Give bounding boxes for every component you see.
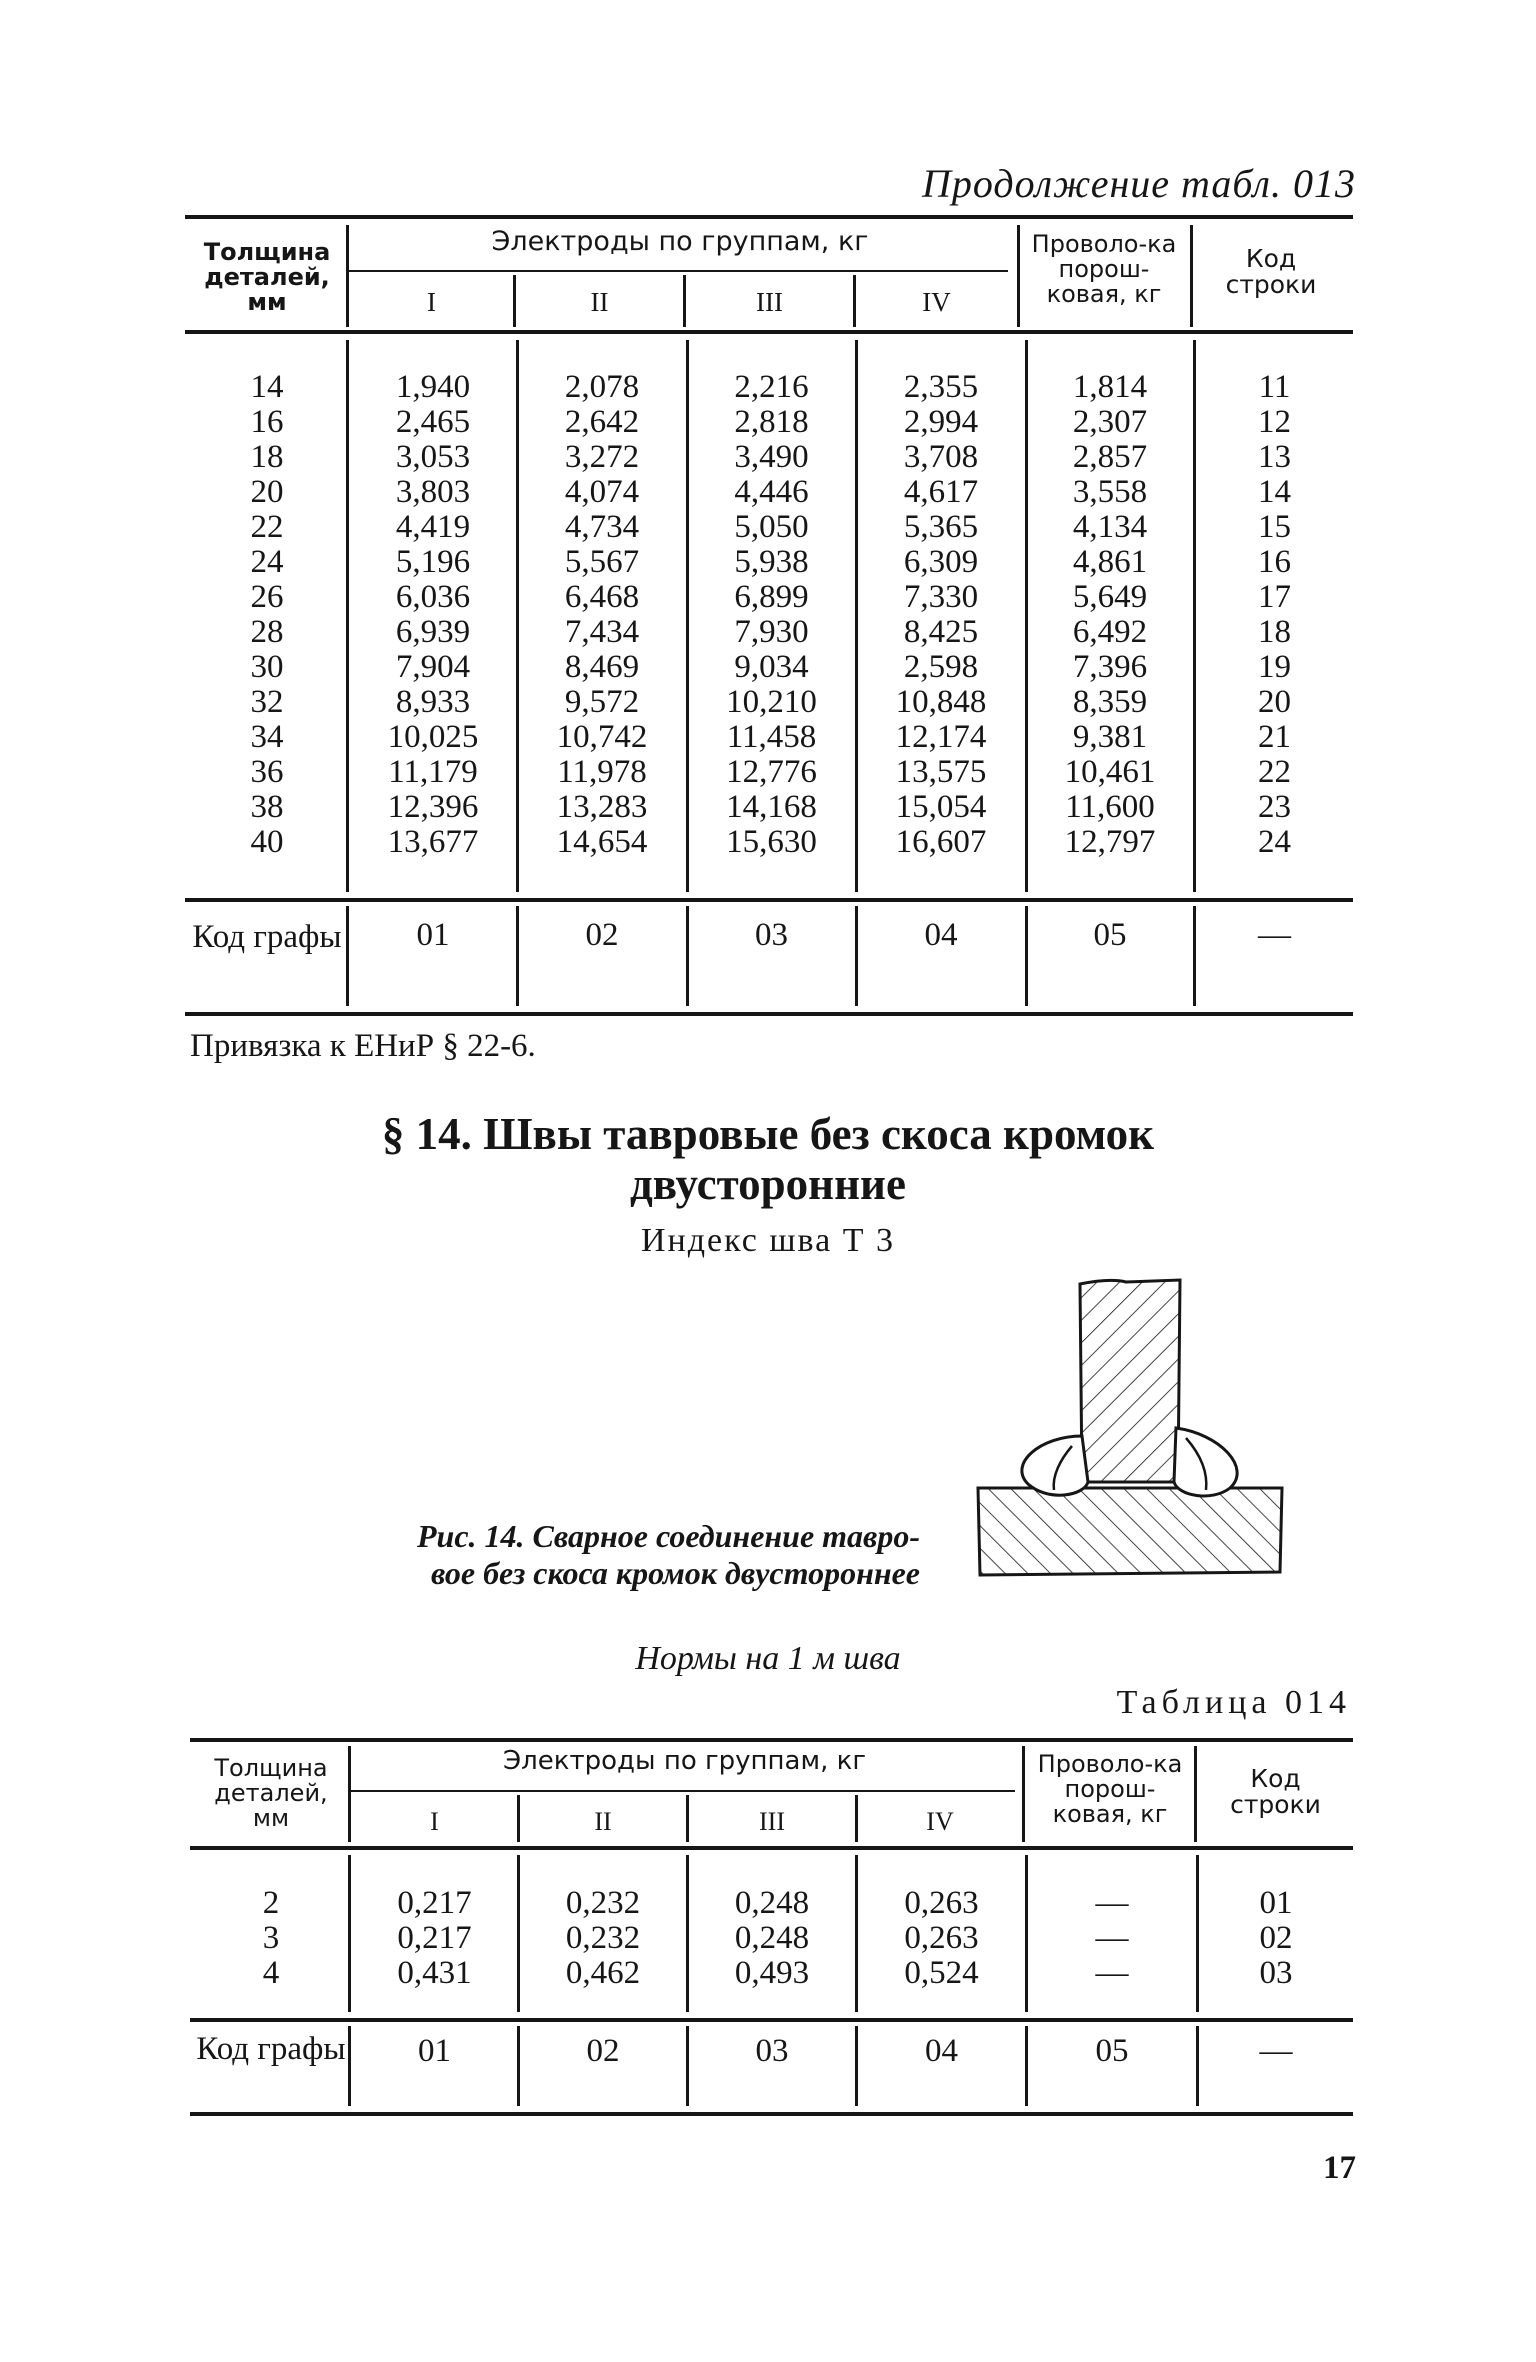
row-code-cell: 18 [1258, 614, 1291, 650]
row-code-cell: 19 [1258, 649, 1291, 685]
thickness-cell: 22 [250, 509, 284, 545]
group-iv-cell: 16,607 [895, 824, 987, 860]
table-014-vrule [348, 1746, 351, 1842]
group-ii-cell: 4,734 [564, 509, 640, 545]
thickness-cell: 16 [250, 404, 284, 440]
row-code-cell: 02 [1259, 1920, 1293, 1956]
figure-caption [180, 1518, 920, 1592]
group-iv-cell: 2,598 [903, 649, 979, 685]
group-ii-cell: 2,642 [564, 404, 640, 440]
thickness-cell: 3 [262, 1920, 280, 1956]
header-group-iv: IV [922, 287, 951, 317]
group-ii-cell: 3,272 [564, 439, 640, 475]
header-group-iv: IV [926, 1807, 954, 1836]
seam-index: Индекс шва Т 3 [640, 1222, 896, 1259]
row-code-cell: 03 [1259, 1955, 1293, 1991]
group-ii-cell: 0,232 [565, 1920, 641, 1956]
column-code-01: 01 [416, 917, 450, 953]
continuation-label: Продолжение табл. 013 [921, 161, 1356, 206]
group-iii-cell: 14,168 [726, 789, 817, 825]
wire-cell: 12,797 [1064, 824, 1156, 860]
thickness-cell: 20 [250, 474, 284, 510]
group-iv-cell: 4,617 [903, 474, 979, 510]
table-014-label: Таблица 014 [1116, 1684, 1351, 1721]
wire-cell: 5,649 [1072, 579, 1148, 615]
column-code-03: 03 [755, 2033, 789, 2069]
wire-cell: — [1095, 1920, 1129, 1956]
group-iv-cell: 3,708 [903, 439, 979, 475]
column-code-05: 05 [1093, 917, 1127, 953]
row-code-cell: 12 [1258, 404, 1291, 440]
table-014-vrule [1194, 1746, 1197, 1842]
group-iv-cell: 2,355 [903, 369, 979, 405]
row-code-cell: 14 [1258, 474, 1291, 510]
row-code-cell: 22 [1258, 754, 1291, 790]
row-code-cell: 17 [1258, 579, 1291, 615]
column-code-dash: — [1259, 2033, 1293, 2069]
group-i-cell: 0,217 [397, 1920, 472, 1956]
group-iv-cell: 13,575 [895, 754, 987, 790]
table-014-body-rule [190, 2018, 1353, 2022]
column-code-02: 02 [585, 917, 619, 953]
wire-cell: 4,134 [1072, 509, 1148, 545]
group-iii-cell: 15,630 [726, 824, 817, 860]
group-ii-cell: 13,283 [556, 789, 648, 825]
thickness-cell: 2 [262, 1885, 280, 1921]
row-code-cell: 21 [1258, 719, 1291, 755]
group-iii-cell: 9,034 [734, 649, 809, 685]
group-iii-cell: 2,216 [734, 369, 809, 405]
footer-label: Код графы [196, 2031, 346, 2067]
header-group-iii: III [756, 287, 783, 317]
group-ii-cell: 0,232 [565, 1885, 641, 1921]
group-iv-cell: 5,365 [903, 509, 979, 545]
group-i-cell: 2,465 [395, 404, 471, 440]
thickness-cell: 28 [250, 614, 284, 650]
tee-joint-figure [950, 1270, 1290, 1590]
group-iii-cell: 7,930 [734, 614, 809, 650]
thickness-cell: 26 [250, 579, 284, 615]
group-i-cell: 1,940 [395, 369, 471, 405]
base-plate [978, 1488, 1282, 1575]
group-iv-cell: 7,330 [903, 579, 979, 615]
table-014-header-rule [190, 1846, 1353, 1850]
table-013-group-rule [348, 270, 1008, 272]
group-ii-cell: 11,978 [557, 754, 647, 790]
table-013-bottom-rule [185, 1012, 1353, 1016]
figure-caption-line1: Рис. 14. Сварное соединение тавро- [417, 1518, 920, 1554]
group-ii-cell: 14,654 [556, 824, 648, 860]
group-ii-cell: 10,742 [556, 719, 648, 755]
group-ii-cell: 0,462 [565, 1955, 641, 1991]
row-code-cell: 24 [1258, 824, 1291, 860]
header-row-code: Код строки [1230, 1764, 1321, 1820]
group-iv-cell: 0,524 [904, 1955, 979, 1991]
thickness-cell: 4 [262, 1955, 280, 1991]
group-ii-cell: 2,078 [564, 369, 640, 405]
group-iii-cell: 12,776 [726, 754, 817, 790]
group-ii-cell: 6,468 [564, 579, 640, 615]
thickness-cell: 38 [250, 789, 284, 825]
group-iv-cell: 10,848 [895, 684, 987, 720]
group-iii-cell: 0,248 [734, 1885, 810, 1921]
header-row-code: Код строки [1225, 244, 1317, 300]
group-i-cell: 7,904 [395, 649, 471, 685]
table-014-vrule [1022, 1746, 1025, 1842]
row-code-cell: 23 [1258, 789, 1291, 825]
group-ii-cell: 5,567 [564, 544, 640, 580]
group-iii-cell: 3,490 [734, 439, 809, 475]
table-014-vrule [348, 1855, 351, 2012]
row-code-cell: 16 [1258, 544, 1291, 580]
section-title-line2: двусторонние [630, 1159, 906, 1209]
group-i-cell: 3,803 [395, 474, 471, 510]
table-013-vrule [346, 906, 349, 1006]
group-iv-cell: 6,309 [903, 544, 979, 580]
group-i-cell: 5,196 [395, 544, 471, 580]
thickness-cell: 14 [250, 369, 284, 405]
table-013-vrule [346, 225, 349, 327]
row-code-cell: 01 [1259, 1885, 1293, 1921]
thickness-cell: 40 [250, 824, 284, 860]
thickness-cell: 32 [250, 684, 284, 720]
wire-cell: 10,461 [1064, 754, 1156, 790]
group-i-cell: 10,025 [387, 719, 479, 755]
group-iv-cell: 15,054 [895, 789, 987, 825]
column-code-03: 03 [755, 917, 788, 953]
left-fillet-weld [1022, 1436, 1088, 1495]
row-code-cell: 20 [1258, 684, 1291, 720]
wire-cell: 2,857 [1072, 439, 1148, 475]
table-013-header-rule [185, 330, 1353, 334]
table-014-bottom-rule [190, 2112, 1353, 2116]
group-iii-cell: 0,248 [734, 1920, 810, 1956]
wire-cell: 1,814 [1072, 369, 1148, 405]
page-number: 17 [1323, 2150, 1356, 2186]
wire-cell: 4,861 [1072, 544, 1148, 580]
group-iii-cell: 2,818 [734, 404, 809, 440]
header-group-i: I [430, 1807, 439, 1836]
wire-cell: 11,600 [1065, 789, 1155, 825]
figure-caption-line2: вое без скоса кромок двустороннее [430, 1554, 920, 1591]
group-ii-cell: 9,572 [564, 684, 640, 720]
group-iii-cell: 11,458 [726, 719, 817, 755]
table-013-top-rule [185, 215, 1353, 219]
header-thickness: Толщина деталей, мм [203, 238, 331, 317]
thickness-cell: 30 [250, 649, 284, 685]
wire-cell: 3,558 [1072, 474, 1148, 510]
header-thickness: Толщина деталей, мм [214, 1754, 328, 1833]
group-i-cell: 8,933 [395, 684, 471, 720]
column-code-02: 02 [586, 2033, 620, 2069]
table-013-vrule [1190, 225, 1193, 327]
table-013-body-rule [185, 898, 1353, 902]
row-code-cell: 11 [1258, 369, 1291, 405]
wire-cell: 9,381 [1072, 719, 1148, 755]
group-iii-cell: 5,050 [734, 509, 809, 545]
row-code-cell: 15 [1258, 509, 1291, 545]
group-iii-cell: 10,210 [726, 684, 817, 720]
group-iv-cell: 8,425 [903, 614, 979, 650]
table-013-vrule [1017, 225, 1020, 327]
enir-reference: Привязка к ЕНиР § 22-6. [190, 1028, 536, 1064]
group-i-cell: 3,053 [395, 439, 471, 475]
group-i-cell: 0,217 [397, 1885, 472, 1921]
thickness-cell: 24 [250, 544, 284, 580]
group-i-cell: 6,036 [395, 579, 471, 615]
header-group-i: I [427, 287, 436, 317]
group-i-cell: 0,431 [397, 1955, 472, 1991]
wire-cell: 2,307 [1072, 404, 1148, 440]
header-wire: Проволо-ка порош-ковая, кг [1031, 230, 1177, 309]
header-group-iii: III [759, 1807, 785, 1836]
group-ii-cell: 7,434 [564, 614, 640, 650]
group-i-cell: 11,179 [388, 754, 478, 790]
group-iv-cell: 12,174 [895, 719, 987, 755]
group-i-cell: 6,939 [395, 614, 471, 650]
table-014-vrule [348, 2026, 351, 2106]
wire-cell: 6,492 [1072, 614, 1148, 650]
column-code-01: 01 [418, 2033, 451, 2069]
norms-label: Нормы на 1 м шва [635, 1640, 901, 1677]
header-electrodes: Электроды по группам, кг [503, 1746, 866, 1776]
column-code-dash: — [1258, 917, 1291, 953]
thickness-cell: 18 [250, 439, 284, 475]
group-iii-cell: 6,899 [734, 579, 809, 615]
column-code-05: 05 [1095, 2033, 1129, 2069]
wire-cell: — [1095, 1885, 1129, 1921]
column-code-04: 04 [924, 917, 958, 953]
thickness-cell: 34 [250, 719, 284, 755]
group-iv-cell: 0,263 [904, 1920, 979, 1956]
wire-cell: 7,396 [1072, 649, 1148, 685]
group-iv-cell: 0,263 [904, 1885, 979, 1921]
table-013-vrule [346, 340, 349, 892]
header-wire: Проволо-ка порош-ковая, кг [1037, 1750, 1183, 1829]
thickness-cell: 36 [250, 754, 284, 790]
group-ii-cell: 8,469 [564, 649, 640, 685]
group-iii-cell: 0,493 [734, 1955, 810, 1991]
group-iii-cell: 4,446 [734, 474, 809, 510]
header-group-ii: II [590, 287, 609, 317]
header-group-ii: II [594, 1807, 612, 1836]
row-code-cell: 13 [1258, 439, 1291, 475]
table-014-top-rule [190, 1738, 1353, 1742]
column-code-04: 04 [925, 2033, 958, 2069]
vertical-web [1080, 1280, 1180, 1482]
group-i-cell: 12,396 [387, 789, 479, 825]
group-iv-cell: 2,994 [903, 404, 979, 440]
group-i-cell: 4,419 [395, 509, 471, 545]
wire-cell: — [1095, 1955, 1129, 1991]
group-iii-cell: 5,938 [734, 544, 809, 580]
group-i-cell: 13,677 [387, 824, 479, 860]
group-ii-cell: 4,074 [564, 474, 640, 510]
table-014-group-rule [350, 1790, 1015, 1792]
header-electrodes: Электроды по группам, кг [491, 226, 869, 257]
footer-label: Код графы [192, 919, 342, 955]
wire-cell: 8,359 [1072, 684, 1148, 720]
section-title-line1: § 14. Швы тавровые без скоса кромок [381, 1109, 1155, 1159]
